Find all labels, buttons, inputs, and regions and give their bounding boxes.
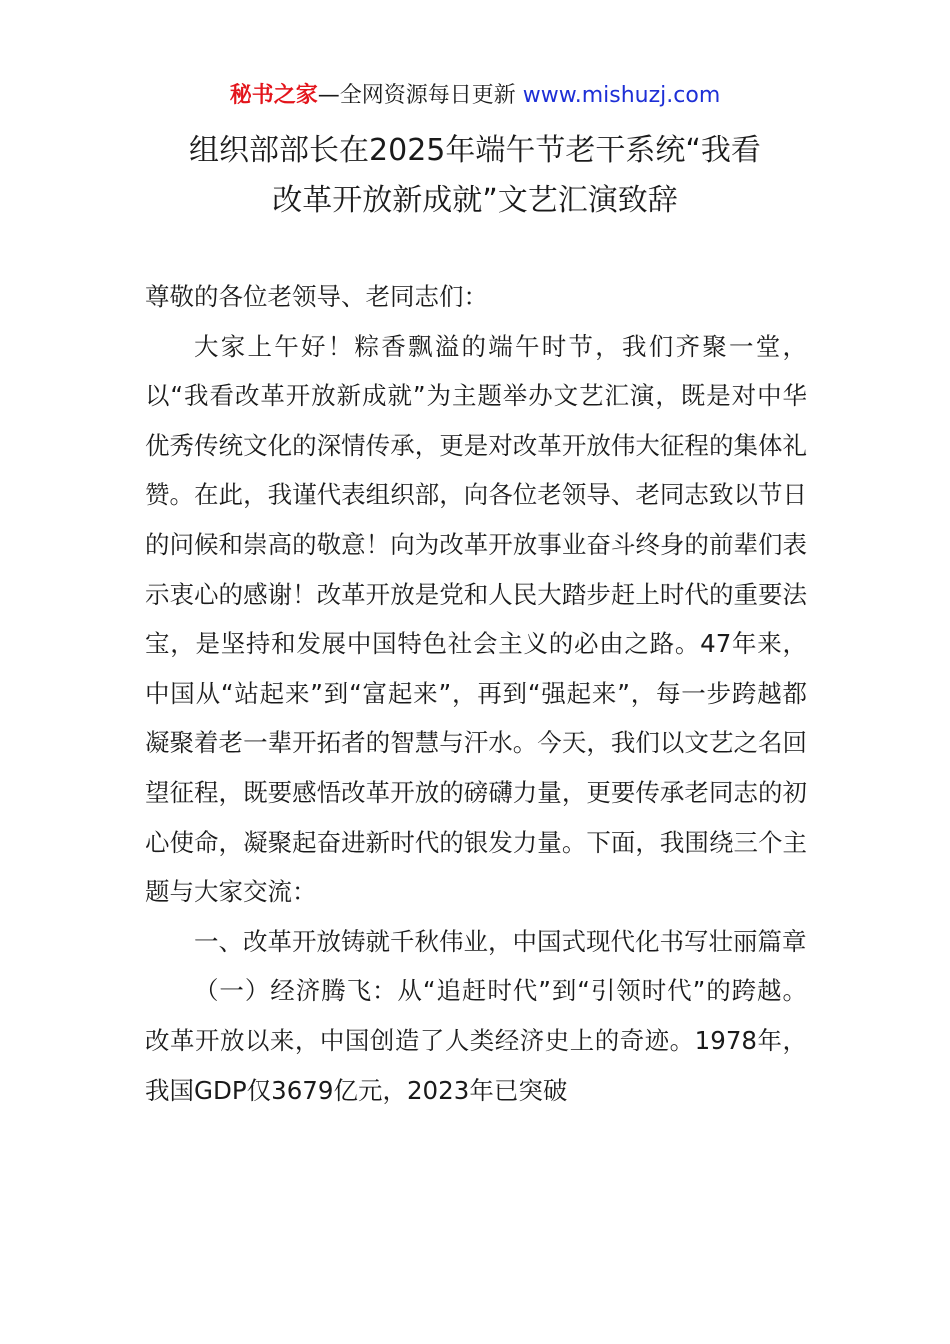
title-line-1: 组织部部长在2025年端午节老干系统“我看 (189, 133, 761, 168)
paragraph-opening: 大家上午好！粽香飘溢的端午时节，我们齐聚一堂，以“我看改革开放新成就”为主题举办文艺汇演，既是对中华优秀传统文化的深情传承，更是对改革开放伟大征程的集体礼赞。在此，我谨代表组织部，向各位老领导、老同志致以节日的问候和崇高的敬意！向为改革开放事业奋斗终身的前辈们表示衷心的感谢！改革开放是党和人民大踏步赶上时代的重要法宝，是坚持和发展中国特色社会主义的必由之路。47年来，中国从“站起来”到“富起来”，再到“强起来”，每一步跨越都凝聚着老一辈开拓者的智慧与汗水。今天，我们以文艺之名回望征程，既要感悟改革开放的磅礴力量，更要传承老同志的初心使命，凝聚起奋进新时代的银发力量。下面，我围绕三个主题与大家交流： (145, 331, 807, 907)
title-line-2: 改革开放新成就”文艺汇演致辞 (272, 183, 678, 218)
document-body (145, 272, 807, 1115)
paragraph-economy: （一）经济腾飞：从“追赶时代”到“引领时代”的跨越。改革开放以来，中国创造了人类经济史上的奇迹。1978年，我国GDP仅3679亿元，2023年已突破 (145, 976, 807, 1105)
site-slogan: —全网资源每日更新 (317, 83, 523, 108)
document-title (120, 126, 830, 226)
site-brand: 秘书之家 (229, 83, 318, 108)
site-url-link[interactable]: www.mishuzj.com (522, 83, 721, 108)
greeting: 尊敬的各位老领导、老同志们： (145, 282, 488, 311)
site-header (0, 82, 950, 110)
section-heading-1: 一、改革开放铸就千秋伟业，中国式现代化书写壮丽篇章 (194, 926, 807, 956)
